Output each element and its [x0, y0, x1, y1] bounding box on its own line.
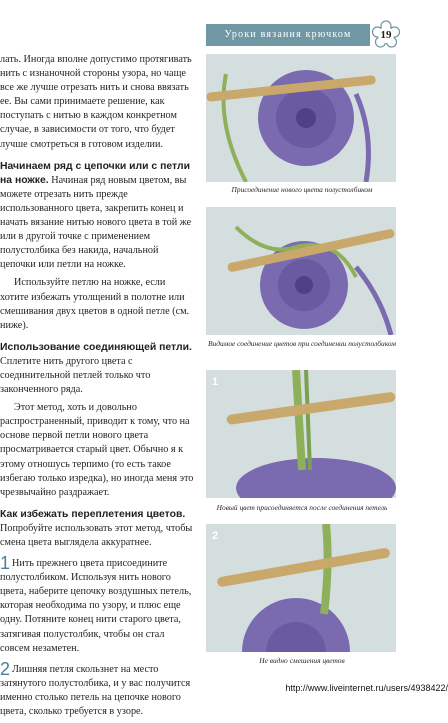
photo-caption: Присоединение нового цвета полустолбиком [231, 185, 373, 194]
section-heading: Использование соединяющей петли. [0, 341, 192, 353]
step-2 [0, 658, 196, 719]
step-badge: 2 [212, 530, 219, 542]
paragraph: лать. Иногда вполне допустимо протягивать нить с изнаночной стороны узора, но чаще все же лучше отрезать нить и снова ввязать ее. Вы сами принимаете решение, как поступать с нитью в каждом конкретном случае, в зависимости от того, что будет лучше смотреться в готовом изделии. [0, 54, 192, 150]
section-heading: Начинаем ряд с цепочки или с петли на ножке. [0, 160, 190, 186]
section-heading: Как избежать переплетения цветов. [0, 508, 186, 520]
paragraph: Используйте петлю на ножке, если хотите избежать утолщений в полотне или смешивания двух цветов в одной петле (см. ниже). [0, 277, 190, 331]
paragraph: Этот метод, хоть и довольно распространенный, приводит к тому, что на основе первой петли нового цвета просматривается старый цвет. Обычно я к этому отношусь терпимо (то есть такое избегаю только изредка), но иногда меня это чрезвычайно раздражает. [0, 402, 194, 498]
photo-caption: Новый цвет присоединяется после соединения петель [216, 503, 388, 512]
step-text: Лишняя петля скользнет на место затянутого полустолбика, и у вас получится именно столько петель на цепочке нового цвета, сколько требуется в узоре. [0, 663, 191, 718]
paragraph [0, 341, 196, 397]
step-badge: 1 [212, 376, 219, 388]
step-number: 1 [0, 553, 11, 574]
running-header: Уроки вязания крючком [206, 24, 370, 46]
paragraph-text: Начиная ряд новым цветом, вы можете отрезать нить прежде использованного цвета, закрепить конец и начать вязание нитью нового цвета в той же или в другой точке с применением полустолбика без накида, начальной цепочки или петли на ножке. [0, 174, 192, 271]
photo-caption: Не видно смешения цветов [259, 656, 345, 665]
paragraph [0, 508, 196, 550]
photo-1 [206, 54, 396, 182]
photo-2 [206, 207, 396, 335]
step-number: 2 [0, 658, 11, 679]
page-number: 19 [380, 29, 392, 41]
paragraph [0, 160, 196, 273]
photo-caption: Видимое соединение цветов при соединении полустолбиком [208, 339, 396, 348]
step-1 [0, 553, 196, 656]
photo-3 [206, 370, 396, 498]
photo-4 [206, 524, 396, 652]
paragraph-text: Сплетите нить другого цвета с соединительной петлей только что законченного ряда. [0, 355, 151, 396]
paragraph-text: Попробуйте использовать этот метод, чтобы смена цвета выглядела аккуратнее. [0, 522, 193, 548]
step-text: Нить прежнего цвета присоедините полустолбиком. Используя нить нового цвета, наберите цепочку воздушных петель, которая необходима по узору, и плюс еще одну. Потяните конец нити старого цвета, затягивая полустолбик, чтобы он стал совсем незаметен. [0, 558, 192, 654]
footer-url-link[interactable]: http://www.liveinternet.ru/users/4938422/ [285, 683, 448, 693]
main-text-column [0, 53, 196, 723]
